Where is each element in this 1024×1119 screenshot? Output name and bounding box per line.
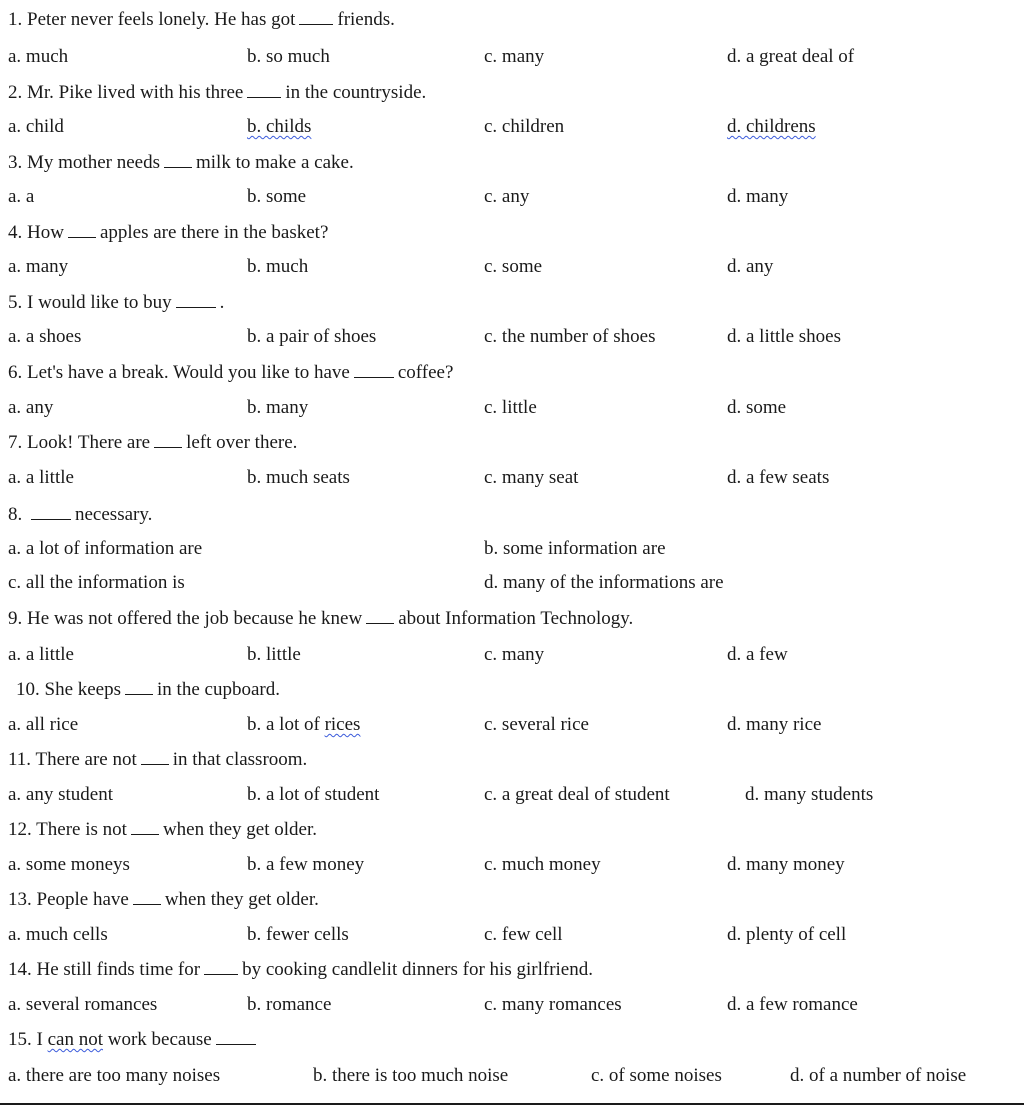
- answer-blank: [354, 359, 394, 378]
- option-b: b. some information are: [484, 538, 666, 559]
- option-a: a. a shoes: [8, 326, 82, 347]
- option-d: d. many money: [727, 854, 845, 875]
- option-c: c. of some noises: [591, 1065, 722, 1086]
- question-7: [0, 428, 1024, 458]
- answer-blank: [133, 886, 161, 905]
- option-c: c. the number of shoes: [484, 326, 656, 347]
- bottom-divider: [0, 1103, 1024, 1105]
- question-8: [0, 500, 1024, 530]
- option-a: a. a lot of information are: [8, 538, 203, 559]
- option-d: d. many students: [745, 784, 874, 805]
- question-15: [0, 1025, 1024, 1055]
- question-text: 2. Mr. Pike lived with his three in the countryside.: [8, 78, 426, 108]
- option-a: a. a: [8, 186, 35, 207]
- option-a: a. a little: [8, 467, 74, 488]
- answer-blank: [31, 501, 71, 520]
- answer-blank: [204, 956, 238, 975]
- answer-blank: [125, 676, 153, 695]
- question-13: [0, 885, 1024, 915]
- option-b: b. childs: [247, 116, 312, 137]
- option-a: a. much: [8, 46, 69, 67]
- option-d: d. of a number of noise: [790, 1065, 967, 1086]
- answer-blank: [366, 605, 394, 624]
- option-d: d. many: [727, 186, 789, 207]
- question-11: [0, 745, 1024, 775]
- option-c: c. any: [484, 186, 530, 207]
- options-5: [0, 322, 1024, 352]
- option-a: a. any student: [8, 784, 114, 805]
- option-b: b. fewer cells: [247, 924, 349, 945]
- option-d: d. a few seats: [727, 467, 830, 488]
- option-a: a. some moneys: [8, 854, 130, 875]
- options-15: [0, 1061, 1024, 1091]
- option-a: a. many: [8, 256, 69, 277]
- question-5: [0, 288, 1024, 318]
- option-a: a. several romances: [8, 994, 158, 1015]
- question-text: 12. There is not when they get older.: [8, 815, 317, 845]
- options-1: [0, 42, 1024, 72]
- wavy-phrase: can not: [47, 1029, 103, 1050]
- question-10: [0, 675, 1024, 705]
- options-14: [0, 990, 1024, 1020]
- option-b-wavy-word: rices: [324, 714, 361, 735]
- option-b: b. there is too much noise: [313, 1065, 509, 1086]
- option-c: c. many romances: [484, 994, 622, 1015]
- option-b: b. some: [247, 186, 307, 207]
- question-6: [0, 358, 1024, 388]
- question-text: 8. necessary.: [8, 500, 152, 530]
- option-c: c. a great deal of student: [484, 784, 670, 805]
- answer-blank: [176, 289, 216, 308]
- options-13: [0, 920, 1024, 950]
- option-b: b. so much: [247, 46, 330, 67]
- question-text: 7. Look! There are left over there.: [8, 428, 297, 458]
- options-8-row-1: [0, 534, 1024, 564]
- option-c: c. many: [484, 46, 545, 67]
- question-text: 10. She keeps in the cupboard.: [16, 675, 280, 705]
- options-2: [0, 112, 1024, 142]
- answer-blank: [131, 816, 159, 835]
- answer-blank: [299, 6, 333, 25]
- options-8-row-2: [0, 568, 1024, 598]
- option-d: d. childrens: [727, 116, 816, 137]
- answer-blank: [164, 149, 192, 168]
- options-3: [0, 182, 1024, 212]
- question-text: 5. I would like to buy .: [8, 288, 224, 318]
- option-a: a. all rice: [8, 714, 79, 735]
- option-b: b. romance: [247, 994, 332, 1015]
- question-2: [0, 78, 1024, 108]
- options-7: [0, 463, 1024, 493]
- option-c: c. few cell: [484, 924, 563, 945]
- option-b: b. a few money: [247, 854, 365, 875]
- question-text: 9. He was not offered the job because he knew about Information Technology.: [8, 604, 633, 634]
- answer-blank: [141, 746, 169, 765]
- options-4: [0, 252, 1024, 282]
- options-12: [0, 850, 1024, 880]
- option-c: c. little: [484, 397, 537, 418]
- option-d: d. a few: [727, 644, 788, 665]
- option-b: b. little: [247, 644, 301, 665]
- option-d: d. plenty of cell: [727, 924, 847, 945]
- option-c: c. much money: [484, 854, 601, 875]
- option-a: a. there are too many noises: [8, 1065, 221, 1086]
- question-text: 14. He still finds time for by cooking candlelit dinners for his girlfriend.: [8, 955, 593, 985]
- option-d: d. a great deal of: [727, 46, 855, 67]
- question-text: 15. I can not work because: [8, 1025, 260, 1055]
- option-d: d. any: [727, 256, 774, 277]
- option-d: d. many rice: [727, 714, 822, 735]
- option-b: b. much seats: [247, 467, 350, 488]
- option-c: c. many: [484, 644, 545, 665]
- option-d: d. a little shoes: [727, 326, 841, 347]
- question-text: 1. Peter never feels lonely. He has got friends.: [8, 5, 395, 35]
- option-b: b. much: [247, 256, 309, 277]
- question-text: 4. How apples are there in the basket?: [8, 218, 328, 248]
- question-text: 6. Let's have a break. Would you like to have coffee?: [8, 358, 453, 388]
- option-d: d. a few romance: [727, 994, 858, 1015]
- options-10: [0, 710, 1024, 740]
- option-d: d. some: [727, 397, 787, 418]
- option-c: c. several rice: [484, 714, 589, 735]
- question-4: [0, 218, 1024, 248]
- option-b: b. many: [247, 397, 309, 418]
- option-a: a. any: [8, 397, 54, 418]
- question-3: [0, 148, 1024, 178]
- question-text: 3. My mother needs milk to make a cake.: [8, 148, 354, 178]
- answer-blank: [68, 219, 96, 238]
- question-1: [0, 5, 1024, 35]
- option-b: b. a lot of rices: [247, 714, 361, 735]
- option-c: c. children: [484, 116, 565, 137]
- option-c: c. some: [484, 256, 543, 277]
- question-9: [0, 604, 1024, 634]
- option-a: a. a little: [8, 644, 74, 665]
- option-b: b. a lot of student: [247, 784, 380, 805]
- question-text: 13. People have when they get older.: [8, 885, 319, 915]
- option-c: c. many seat: [484, 467, 579, 488]
- question-text: 11. There are not in that classroom.: [8, 745, 307, 775]
- question-12: [0, 815, 1024, 845]
- option-d: d. many of the informations are: [484, 572, 724, 593]
- options-6: [0, 393, 1024, 423]
- option-c: c. all the information is: [8, 572, 185, 593]
- answer-blank: [247, 79, 281, 98]
- question-14: [0, 955, 1024, 985]
- options-9: [0, 640, 1024, 670]
- answer-blank: [154, 429, 182, 448]
- answer-blank: [216, 1026, 256, 1045]
- option-b: b. a pair of shoes: [247, 326, 377, 347]
- option-a: a. child: [8, 116, 64, 137]
- option-a: a. much cells: [8, 924, 108, 945]
- options-11: [0, 780, 1024, 810]
